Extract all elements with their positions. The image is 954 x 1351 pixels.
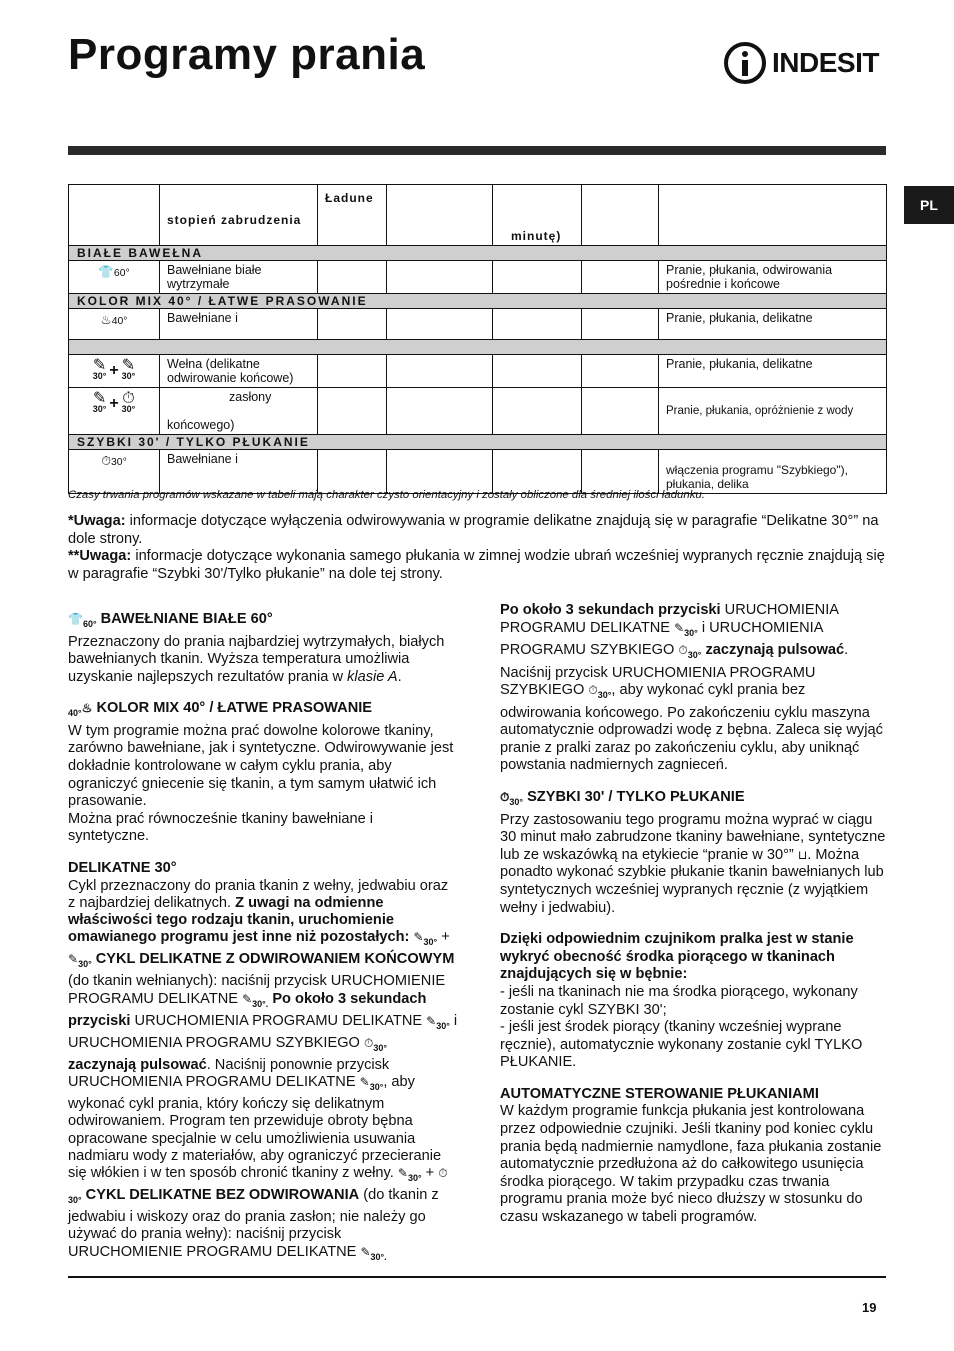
section-body-delicate-cont: Po około 3 sekundach przyciski URUCHOMIENIA PROGRAMU DELIKATNE $✎_{30^\circ}$ i URUCHOMIENIA PROGRAMU SZYBKIEGO $⏱_{30^\circ}$ zaczynają pulsować. Naciśnij przycisk URUCHOMIENIA PROGRAMU SZYBKIEGO $⏱_{30^\circ}$, aby wykonać cykl prania bez odwirowania końcowego. Po zakończeniu cyklu maszyna automatycznie odprowadzi wodę z bębna. Zaleca się wyjąć pranie z pralki zaraz po zakończeniu cyklu, aby uniknąć powstania nadmiernych zagnieceń. [500, 602, 883, 774]
table-row [69, 388, 887, 435]
cycle-cell: włączenia programu "Szybkiego"), płukania, delika [659, 450, 887, 494]
wool-icon: ✎ [359, 1075, 370, 1090]
wool-icon: ✎ [242, 991, 253, 1006]
footer-divider [68, 1276, 886, 1278]
shirt-icon: 👕 [68, 612, 83, 626]
indesit-logo-icon [724, 42, 766, 84]
timer-icon: ⏱ [438, 1166, 448, 1181]
program-icon-cell: 👕60° [69, 261, 160, 294]
wool-icon: ✎ [360, 1244, 371, 1259]
timer-icon: ⏱ [678, 643, 688, 658]
header-cell: Ładune [318, 185, 387, 246]
cycle-cell: Pranie, płukania, odwirowania pośrednie i końcowe [659, 261, 887, 294]
notes-block [68, 513, 886, 583]
program-icon-cell: ✎ 30° + ✎ 30° [69, 355, 160, 388]
wool-icon: ✎ [92, 357, 107, 374]
programs-table [68, 184, 887, 494]
fabric-cell: Bawełniane białe wytrzymałe [160, 261, 318, 294]
table-row [69, 355, 887, 388]
section-body-cotton: Przeznaczony do prania najbardziej wytrzymałych, białych bawełnianych tkanin. Wyższa temperatura umożliwia uzyskanie najlepszych rezultatów prania w klasie A. [68, 633, 445, 685]
wool-icon: ✎ [68, 952, 79, 967]
section-row-cotton: BIAŁE BAWEŁNA [69, 246, 887, 261]
iron-shirt-icon: ♨ [100, 313, 112, 327]
fabric-cell: Wełna (delikatne odwirowanie końcowe) [160, 355, 318, 388]
wool-icon: ✎ [397, 1166, 408, 1181]
wool-icon: ✎ [413, 930, 424, 945]
cycle-cell: Pranie, płukania, delikatne [659, 309, 887, 340]
section-title-quick: $⏱_{30^\circ}$ SZYBKI 30' / TYLKO PŁUKANIE [500, 789, 745, 807]
note-1: *Uwaga: informacje dotyczące wyłączenia odwirowywania w programie delikatne znajdują się w paragrafie “Delikatne 30°” na dole strony. [68, 513, 879, 547]
section-body-delicate: Cykl przeznaczony do prania tkanin z wełny, jedwabiu oraz z najbardziej delikatnych. Z uwagi na odmienne właściwości tego rodzaju tkanin, uruchomienie omawianego programu jest inne niż pozostałych: $✎_{30^\circ}$ + $✎_{30^\circ}$ CYKL DELIKATNE Z ODWIROWANIEM KOŃCOWYM (do tkanin wełnianych): naciśnij przycisk URUCHOMIENIE PROGRAMU DELIKATNE $✎_{30^\circ.}$ Po około 3 sekundach przyciski URUCHOMIENIA PROGRAMU DELIKATNE $✎_{30^\circ}$ i URUCHOMIENIA PROGRAMU SZYBKIEGO $⏱_{30^\circ}$ zaczynają pulsować. Naciśnij ponownie przycisk URUCHOMIENIA PROGRAMU DELIKATNE $✎_{30^\circ}$, aby wykonać cykl prania, który kończy się delikatnym odwirowaniem. Program ten przewiduje obroty bębna opracowane specjalnie w celu umożliwienia usuwania nadmiaru wody z materiałów, aby ograniczyć przecieranie się włókien i w ten sposób chronić tkaniny z wełny. $✎_{30^\circ}$ + $⏱_{30^\circ}$ CYKL DELIKATNE BEZ ODWIROWANIA (do tkanin z jedwabiu i wiskozy oraz do prania zasłon; nie należy go używać do prania wełny): naciśnij przycisk URUCHOMIENIE PROGRAMU DELIKATNE $✎_{30^\circ.}$ [68, 877, 458, 1262]
right-column [500, 602, 888, 1241]
header-cell [659, 185, 887, 246]
fabric-cell: Bawełniane i [160, 450, 318, 494]
table-header-row [69, 185, 887, 246]
table-row [69, 261, 887, 294]
timer-icon: ⏱ [101, 454, 111, 468]
page-number: 19 [862, 1300, 877, 1315]
section-body-rinse: W każdym programie funkcja płukania jest kontrolowana przez odpowiednie czujniki. Jeśli tkaniny pod koniec cyklu prania będą nadmiernie namydlone, faza płukania zostanie automatycznie przedłużona aż do całkowitego usunięcia środka piorącego. W takim przypadku czas trwania programu prania może być nieco dłuższy w stosunku do czasu wskazanego w tabeli programów. [500, 1103, 882, 1226]
program-icon-cell: ⏱30° [69, 450, 160, 494]
program-icon-cell: ♨40° [69, 309, 160, 340]
header-cell [387, 185, 493, 246]
page-title: Programy prania [68, 30, 426, 79]
header-divider [68, 146, 886, 155]
wool-icon: ✎ [121, 357, 136, 374]
wool-icon: ✎ [674, 620, 685, 635]
brand-logo [724, 42, 879, 84]
header-cell [69, 185, 160, 246]
header-cell [582, 185, 659, 246]
cycle-cell: Pranie, płukania, opróżnienie z wody [659, 388, 887, 435]
section-title-cotton: $👕_{60^\circ}$ BAWEŁNIANE BIAŁE 60° [68, 611, 273, 629]
shirt-icon: 👕 [98, 265, 114, 279]
language-tab: PL [904, 186, 954, 224]
fabric-cell: Bawełniane i [160, 309, 318, 340]
timer-icon: ⏱ [122, 390, 135, 407]
brand-name: INDESIT [772, 47, 879, 78]
wash-30-icon: ⊔ [797, 847, 808, 862]
table-row [69, 450, 887, 494]
section-detergent-detect: Dzięki odpowiednim czujnikom pralka jest w stanie wykryć obecność środka piorącego w tkaninach znajdujących się w bębnie: - jeśli na tkaninach nie ma środka piorącego, wykonany zostanie cykl SZYBKI 30'; - jeśli jest środek piorący (tkaniny wcześniej wyprane ręcznie), automatycznie wykonany zostanie cykl TYLKO PŁUKANIE. [500, 931, 863, 1071]
wool-icon: ✎ [426, 1013, 437, 1028]
section-row-delicate [69, 340, 887, 355]
table-row [69, 309, 887, 340]
section-title-color: $_{40^\circ}$♨ KOLOR MIX 40° / ŁATWE PRASOWANIE [68, 700, 373, 719]
table-footnote: Czasy trwania programów wskazane w tabeli mają charakter czysto orientacyjny i zostały obliczone dla średniej ilości ładunku. [68, 489, 705, 501]
wool-icon: ✎ [92, 390, 107, 407]
header-cell: stopień zabrudzenia [160, 185, 318, 246]
section-body-quick: Przy zastosowaniu tego programu można wyprać w ciągu 30 minut mało zabrudzone tkaniny bawełniane, syntetyczne lub ze wskazówką na etykiecie “pranie w 30°” ⊔. Można ponadto wykonać szybkie płukanie tkanin bawełnianych lub syntetycznych wcześniej wypranych ręcznie (z wyjątkiem wełny i jedwabiu). [500, 811, 886, 916]
fabric-cell: zasłony końcowego) [160, 388, 318, 435]
timer-icon: ⏱ [500, 790, 510, 805]
section-row-color: KOLOR MIX 40° / ŁATWE PRASOWANIE [69, 294, 887, 309]
program-icon-cell: ✎ 30° + ⏱ 30° [69, 388, 160, 435]
header-cell: minutę) [493, 185, 582, 246]
section-title-rinse: AUTOMATYCZNE STEROWANIE PŁUKANIAMI [500, 1085, 819, 1102]
section-row-quick: SZYBKI 30' / TYLKO PŁUKANIE [69, 435, 887, 450]
timer-icon: ⏱ [588, 683, 598, 698]
section-body-color: W tym programie można prać dowolne kolorowe tkaniny, zarówno bawełniane, jak i syntetyczne. Odwirowywanie jest dokładnie kontrolowane w całym cyklu prania, aby ograniczyć gniecenie się tkanin, a tym samym ułatwić ich prasowanie. Można prać równocześnie tkaniny bawełniane i syntetyczne. [68, 722, 454, 845]
section-title-delicate: DELIKATNE 30° [68, 859, 177, 876]
timer-icon: ⏱ [363, 1035, 374, 1050]
iron-shirt-icon: ♨ [81, 701, 93, 716]
cycle-cell: Pranie, płukania, delikatne [659, 355, 887, 388]
note-2: **Uwaga: informacje dotyczące wykonania samego płukania w zimnej wodzie ubrań wcześniej wypranych ręcznie znajdują się w paragrafie “Szybki 30'/Tylko płukanie” na dole tej strony. [68, 548, 885, 582]
left-column [68, 611, 458, 1280]
